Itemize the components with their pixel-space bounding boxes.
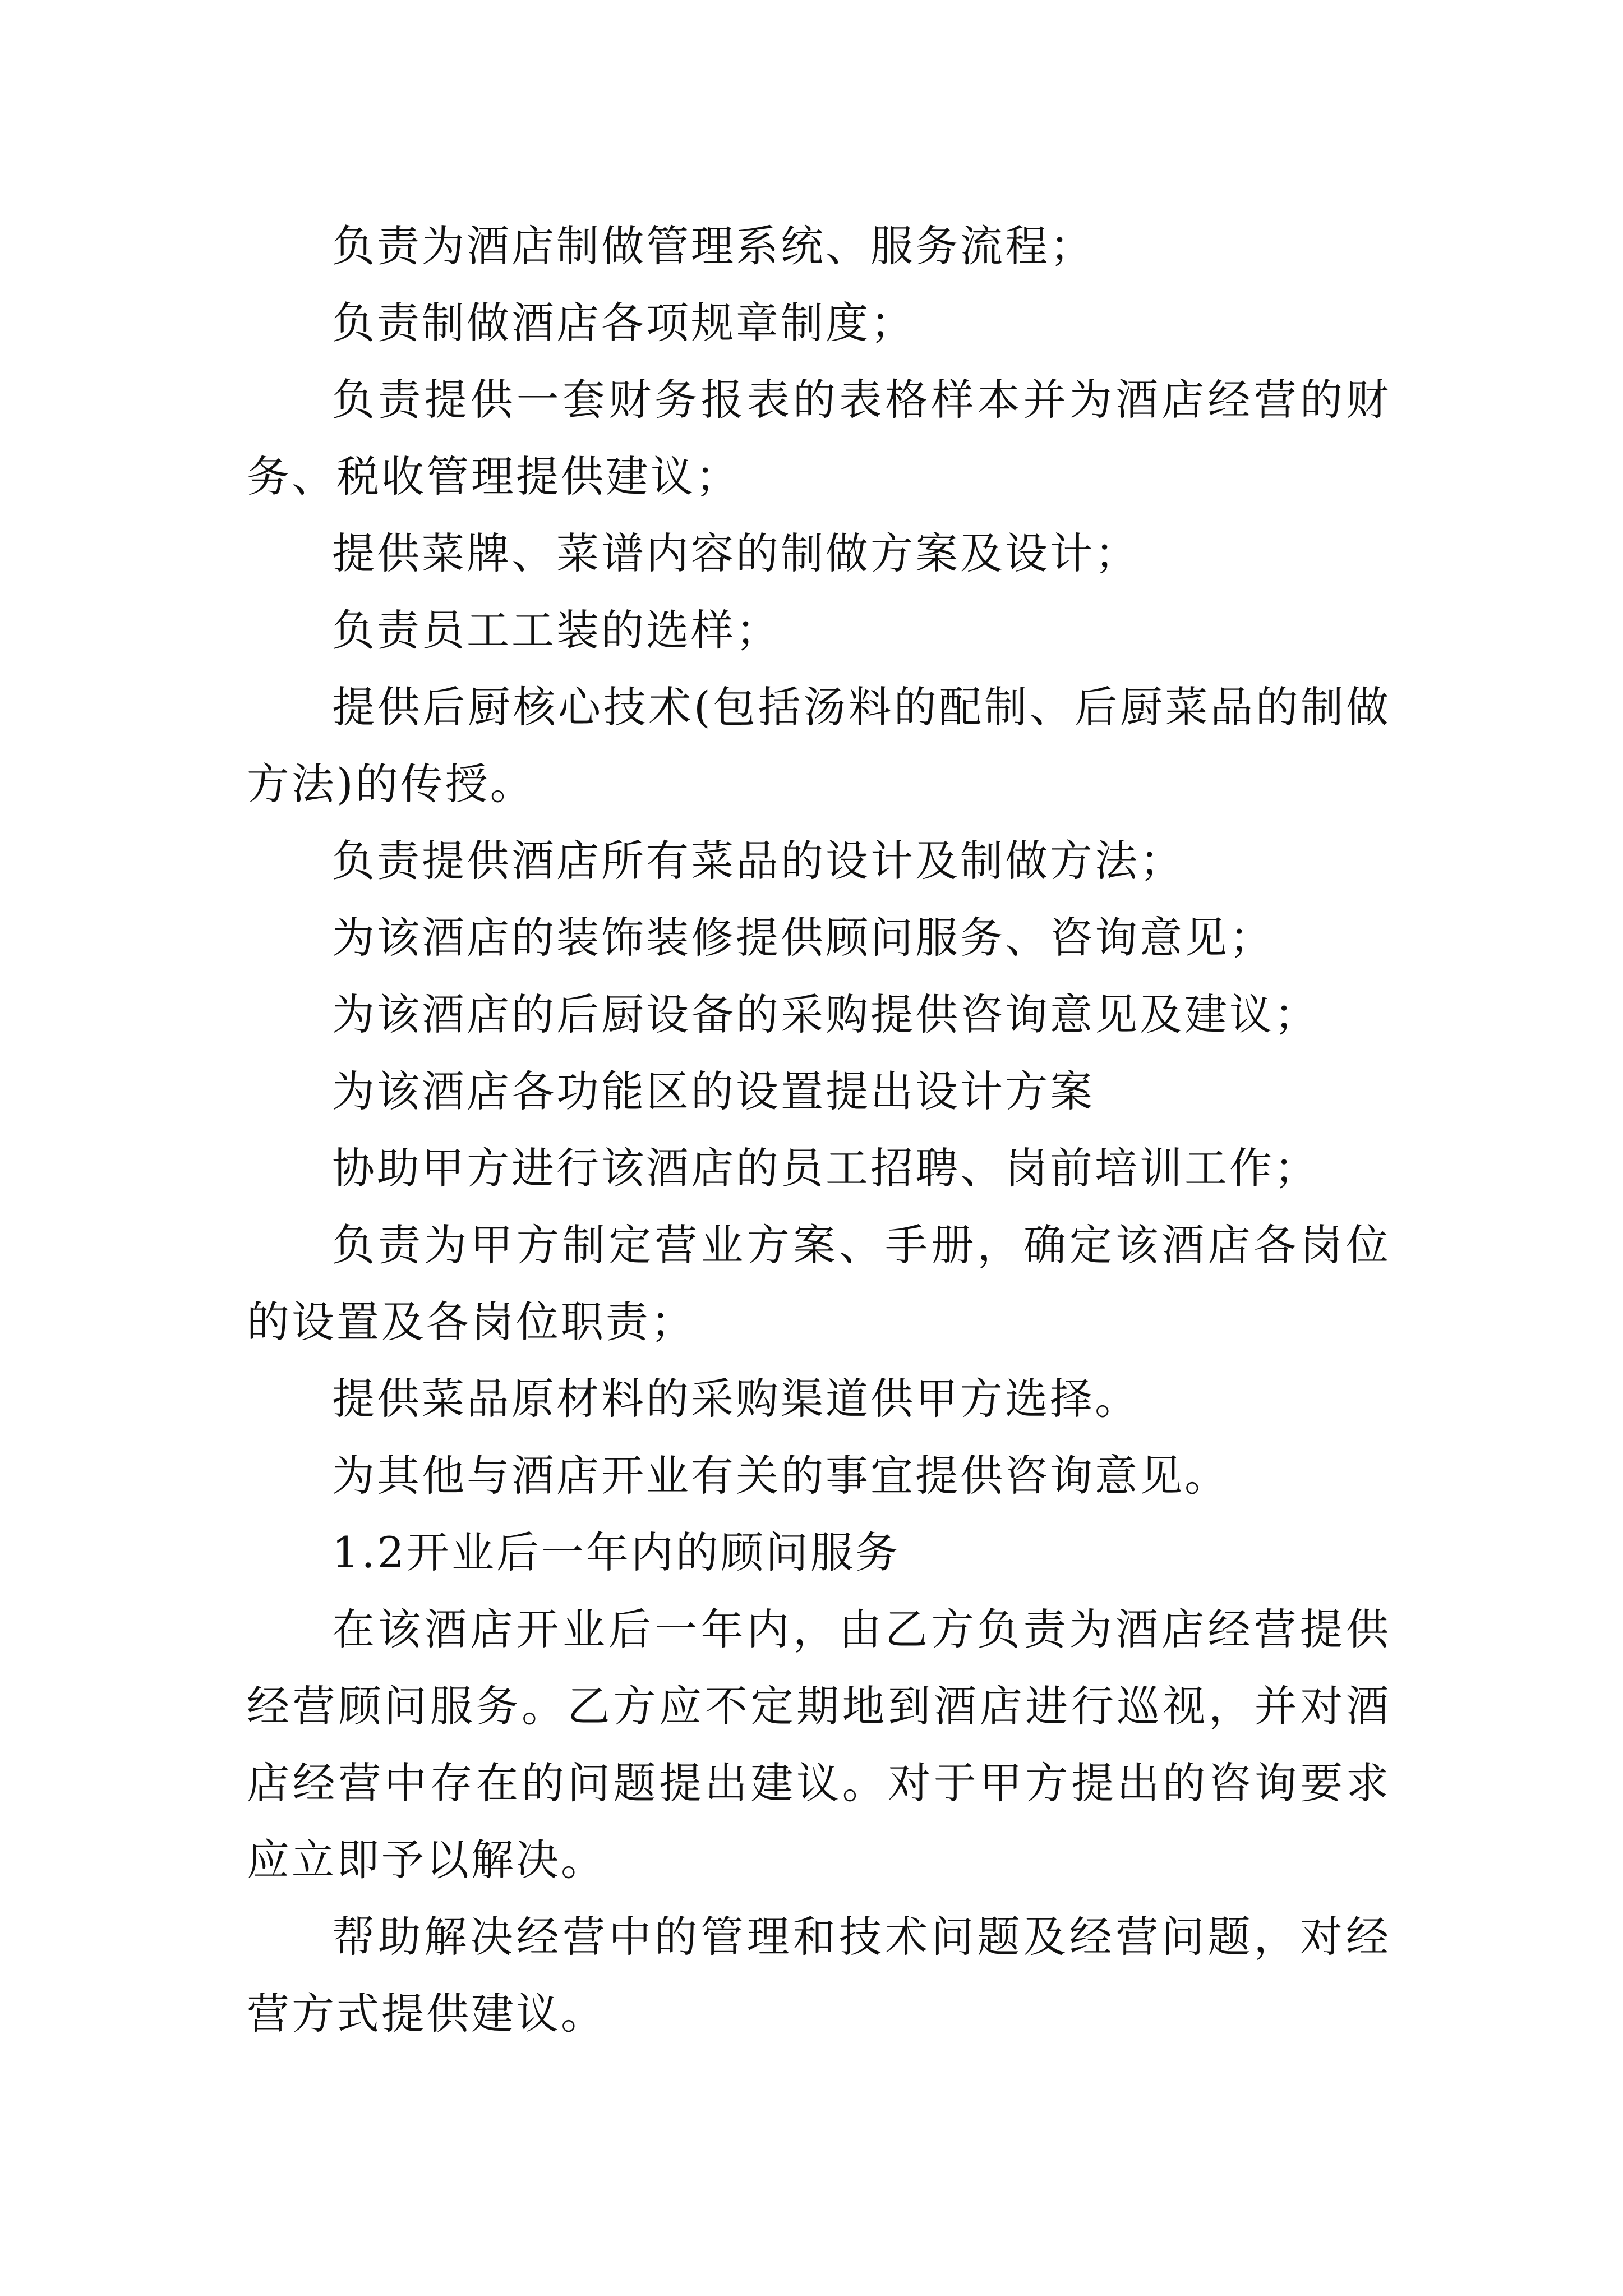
paragraph: 为其他与酒店开业有关的事宜提供咨询意见。 (332, 1451, 1229, 1501)
paragraph: 在该酒店开业后一年内，由乙方负责为酒店经营提供经营顾问服务。乙方应不定期地到酒店进行巡视，并对酒店经营中存在的问题提出建议。对于甲方提出的咨询要求应立即予以解决。 (247, 1604, 1391, 1885)
paragraph: 负责员工工装的选样； (332, 605, 781, 655)
paragraph: 负责制做酒店各项规章制度； (332, 298, 915, 348)
paragraph: 提供菜牌、菜谱内容的制做方案及设计； (332, 528, 1140, 578)
paragraph: 为该酒店的后厨设备的采购提供咨询意见及建议； (332, 990, 1319, 1039)
paragraph: 负责提供一套财务报表的表格样本并为酒店经营的财务、税收管理提供建议； (247, 375, 1391, 501)
paragraph: 负责为甲方制定营业方案、手册，确定该酒店各岗位的设置及各岗位职责； (247, 1220, 1391, 1347)
paragraph: 负责提供酒店所有菜品的设计及制做方法； (332, 836, 1184, 886)
section-heading: 1.2开业后一年内的顾问服务 (332, 1527, 900, 1577)
paragraph: 协助甲方进行该酒店的员工招聘、岗前培训工作； (332, 1143, 1319, 1193)
paragraph: 提供后厨核心技术(包括汤料的配制、后厨菜品的制做方法)的传授。 (247, 682, 1391, 809)
paragraph: 为该酒店的装饰装修提供顾问服务、咨询意见； (332, 913, 1274, 963)
paragraph: 提供菜品原材料的采购渠道供甲方选择。 (332, 1374, 1140, 1424)
paragraph: 为该酒店各功能区的设置提出设计方案 (332, 1066, 1095, 1116)
document-body (247, 208, 1391, 2052)
paragraph: 负责为酒店制做管理系统、服务流程； (332, 221, 1095, 271)
paragraph: 帮助解决经营中的管理和技术问题及经营问题，对经营方式提供建议。 (247, 1912, 1391, 2039)
